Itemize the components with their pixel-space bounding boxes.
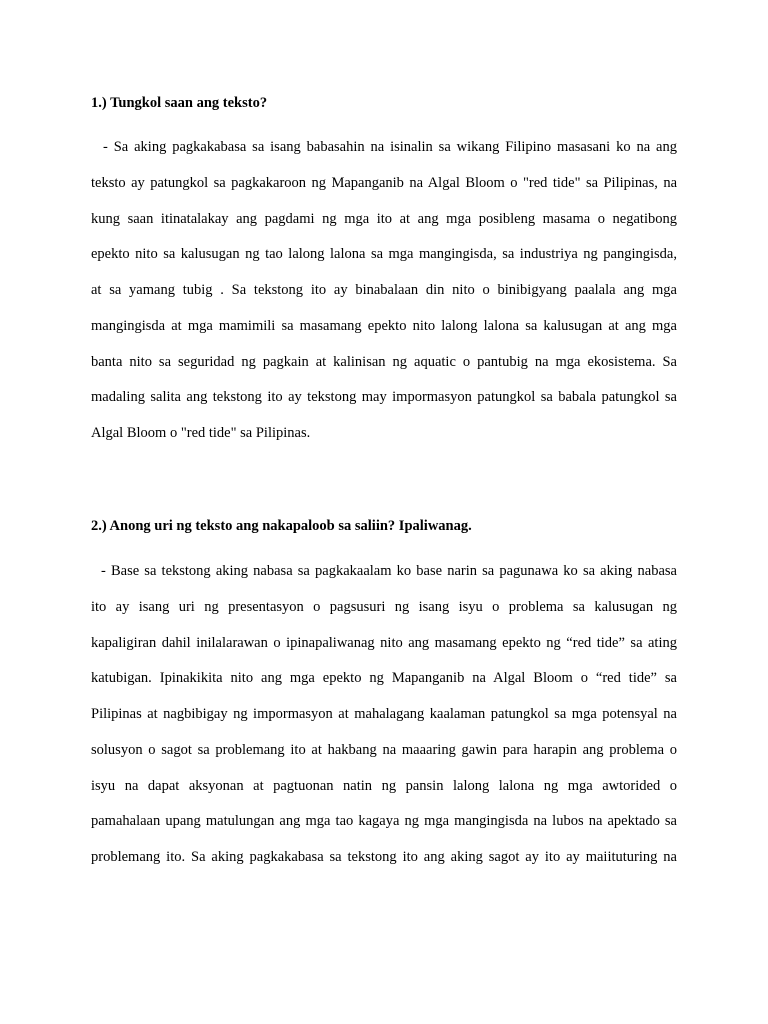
question-2-heading: 2.) Anong uri ng teksto ang nakapaloob sa saliin? Ipaliwanag. — [91, 518, 472, 534]
answer-line: madaling salita ang tekstong ito ay tekstong may impormasyon patungkol sa babala patungkol sa — [91, 389, 677, 406]
answer-line: mangingisda at mga mamimili sa masamang epekto nito lalong lalona sa kalusugan at ang mga — [91, 317, 677, 334]
answer-line: - Sa aking pagkakabasa sa isang babasahin na isinalin sa wikang Filipino masasani ko na ang — [103, 139, 677, 155]
answer-line: problemang ito. Sa aking pagkakabasa sa tekstong ito ang aking sagot ay ito ay maiituturing na — [91, 849, 677, 865]
answer-line: teksto ay patungkol sa pagkakaroon ng Mapanganib na Algal Bloom o "red tide" sa Pilipinas, na — [91, 174, 677, 191]
answer-line: Pilipinas at nagbibigay ng impormasyon at mahalagang kaalaman patungkol sa mga potensyal na — [91, 706, 677, 722]
answer-line: ito ay isang uri ng presentasyon o pagsusuri ng isang isyu o problema sa kalusugan ng — [91, 598, 677, 615]
answer-line: kung saan itinatalakay ang pagdami ng mga ito at ang mga posibleng masama o negatibong — [91, 210, 677, 227]
answer-line: isyu na dapat aksyonan at pagtuonan natin ng pansin lalong lalona ng mga awtorided o — [91, 777, 677, 794]
answer-line: solusyon o sagot sa problemang ito at hakbang na maaaring gawin para harapin ang problema o — [91, 741, 677, 758]
answer-line: pamahalaan upang matulungan ang mga tao kagaya ng mga mangingisda na lubos na apektado sa — [91, 813, 677, 830]
answer-line: Algal Bloom o "red tide" sa Pilipinas. — [91, 425, 311, 441]
question-1-heading: 1.) Tungkol saan ang teksto? — [91, 95, 268, 111]
question-1-answer — [91, 130, 677, 452]
answer-line: kapaligiran dahil inilalarawan o ipinapaliwanag nito ang masamang epekto ng “red tide” sa ating — [91, 634, 677, 651]
answer-line: banta nito sa seguridad ng pagkain at kalinisan ng aquatic o pantubig na mga ekosistema. Sa — [91, 353, 677, 370]
answer-line: - Base sa tekstong aking nabasa sa pagkakaalam ko base narin sa pagunawa ko sa aking nabasa — [101, 563, 677, 579]
document-page — [91, 0, 677, 1024]
answer-line: at sa yamang tubig . Sa tekstong ito ay binabalaan din nito o binibigyang paalala ang mga — [91, 282, 677, 298]
question-2-answer — [91, 554, 677, 876]
answer-line: katubigan. Ipinakikita nito ang mga epekto ng Mapanganib na Algal Bloom o “red tide” sa — [91, 670, 677, 687]
answer-line: epekto nito sa kalusugan ng tao lalong lalona sa mga mangingisda, sa industriya ng pangingisda, — [91, 246, 677, 263]
